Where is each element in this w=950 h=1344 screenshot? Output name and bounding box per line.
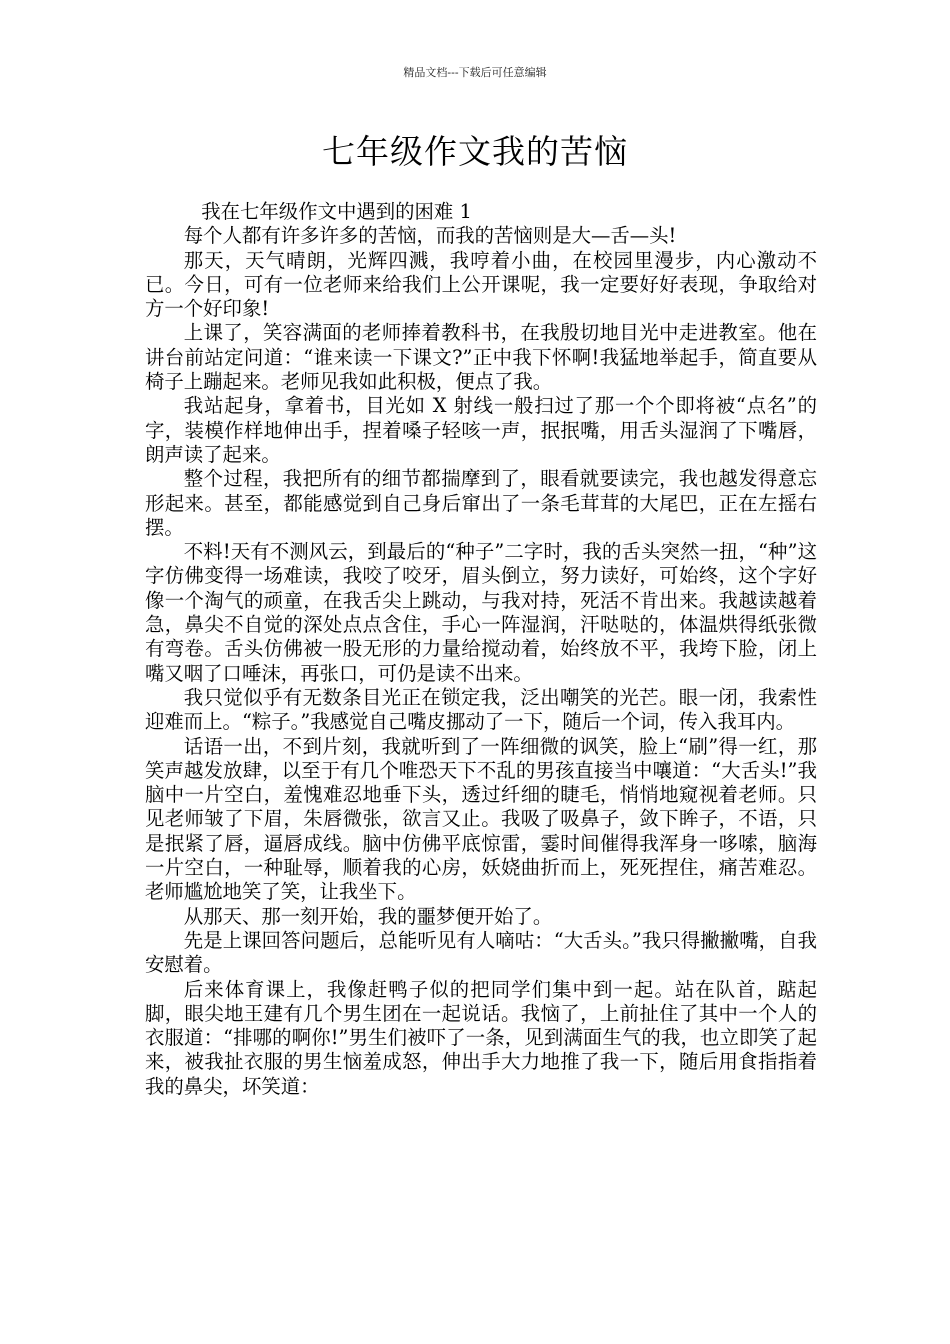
paragraph: 上课了，笑容满面的老师捧着教科书，在我殷切地目光中走进教室。他在讲台前站定问道：“谁来读一下课文?”正中我下怀啊!我猛地举起手，简直要从椅子上蹦起来。老师见我如此积极，便点了我。	[145, 321, 817, 394]
paragraph: 后来体育课上，我像赶鸭子似的把同学们集中到一起。站在队首，踮起脚，眼尖地王建有几个男生团在一起说话。我恼了，上前扯住了其中一个人的衣服道：“排哪的啊你!”男生们被吓了一条，见到满面生气的我，也立即笑了起来，被我扯衣服的男生恼羞成怒，伸出手大力地推了我一下，随后用食指指着我的鼻尖，坏笑道：	[145, 977, 817, 1098]
paragraph: 我只觉似乎有无数条目光正在锁定我，泛出嘲笑的光芒。眼一闭，我索性迎难而上。“粽子。”我感觉自己嘴皮挪动了一下，随后一个词，传入我耳内。	[145, 685, 817, 734]
article-body	[145, 200, 817, 1099]
paragraph: 先是上课回答问题后，总能听见有人嘀咕：“大舌头。”我只得撇撇嘴，自我安慰着。	[145, 928, 817, 977]
paragraph: 不料!天有不测风云，到最后的“种子”二字时，我的舌头突然一扭，“种”这字仿佛变得一场难读，我咬了咬牙，眉头倒立，努力读好，可始终，这个字好像一个淘气的顽童，在我舌尖上跳动，与我对持，死活不肯出来。我越读越着急，鼻尖不自觉的深处点点含住，手心一阵湿润，汗哒哒的，体温烘得纸张微有弯卷。舌头仿佛被一股无形的力量给搅动着，始终放不平，我垮下脸，闭上嘴又咽了口唾沫，再张口，可仍是读不出来。	[145, 540, 817, 685]
paragraph: 整个过程，我把所有的细节都揣摩到了，眼看就要读完，我也越发得意忘形起来。甚至，都能感觉到自己身后窜出了一条毛茸茸的大尾巴，正在左摇右摆。	[145, 467, 817, 539]
paragraph: 话语一出，不到片刻，我就听到了一阵细微的讽笑，脸上“刷”得一红，那笑声越发放肆，以至于有几个唯恐天下不乱的男孩直接当中嚷道：“大舌头!”我脑中一片空白，羞愧难忍地垂下头，透过纤细的睫毛，悄悄地窥视着老师。只见老师皱了下眉，朱唇微张，欲言又止。我吸了吸鼻子，敛下眸子，不语，只是抿紧了唇，逼唇成线。脑中仿佛平底惊雷，霎时间催得我浑身一哆嗦，脑海一片空白，一种耻辱，顺着我的心房，妖娆曲折而上，死死捏住，痛苦难忍。老师尴尬地笑了笑，让我坐下。	[145, 734, 817, 904]
page-header: 精品文档---下载后可任意编辑	[403, 66, 547, 79]
paragraph: 从那天、那一刻开始，我的噩梦便开始了。	[183, 904, 553, 928]
paragraph: 我在七年级作文中遇到的困难 1	[201, 200, 472, 223]
page-title: 七年级作文我的苦恼	[322, 132, 628, 171]
paragraph: 我站起身，拿着书，目光如 X 射线一般扫过了那一个个即将被“点名”的字，装模作样地伸出手，捏着嗓子轻咳一声，抿抿嘴，用舌头湿润了下嘴唇，朗声读了起来。	[145, 394, 817, 466]
paragraph: 那天，天气晴朗，光辉四溅，我哼着小曲，在校园里漫步，内心激动不已。今日，可有一位老师来给我们上公开课呢，我一定要好好表现，争取给对方一个好印象!	[145, 248, 817, 321]
paragraph: 每个人都有许多许多的苦恼，而我的苦恼则是大—舌—头!	[183, 224, 677, 248]
